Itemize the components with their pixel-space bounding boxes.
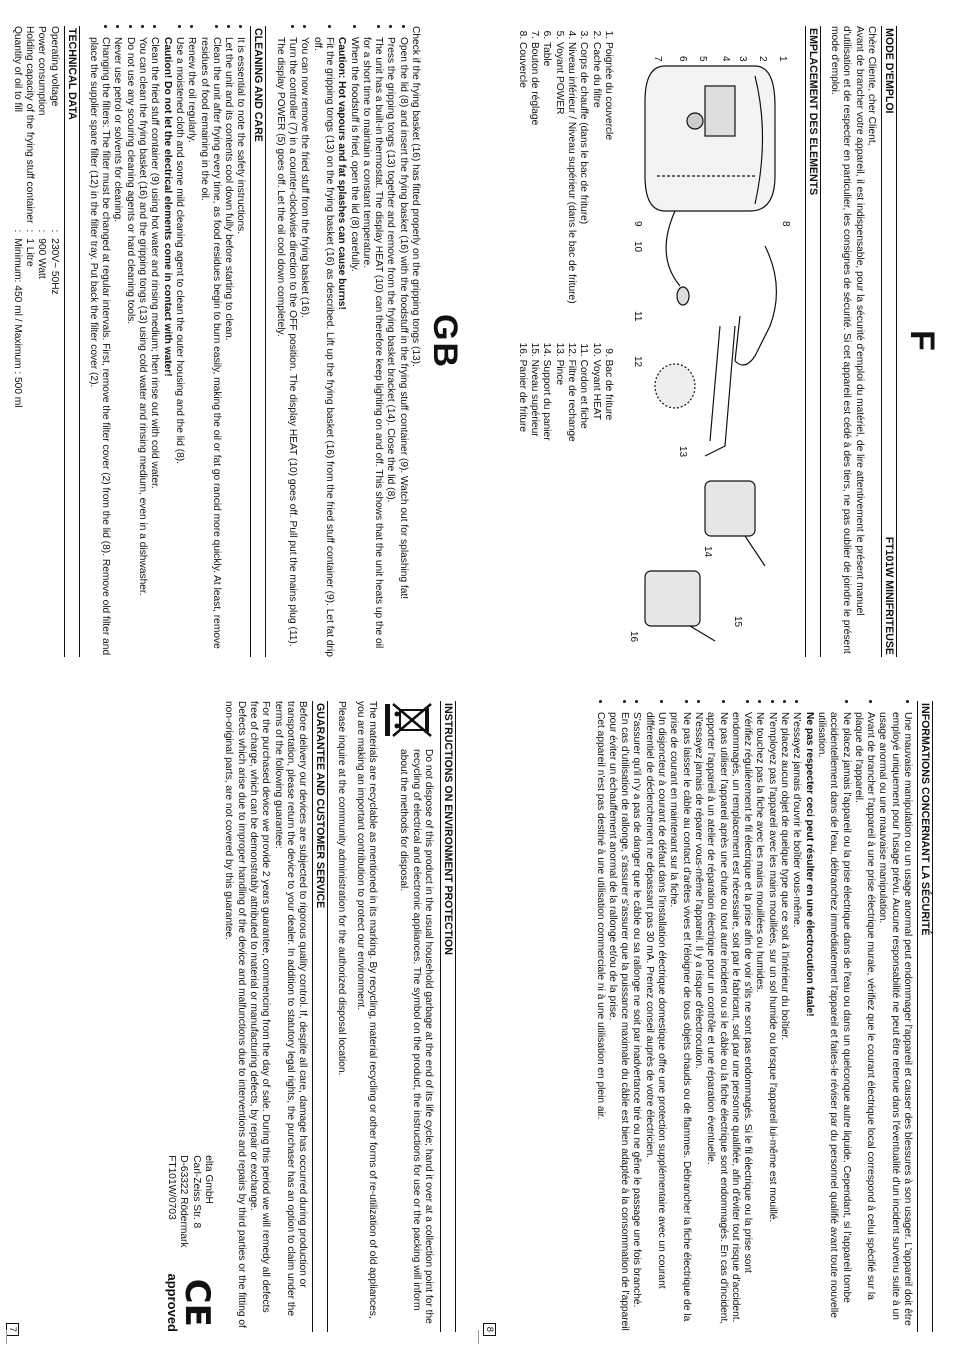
cleaning-list — [87, 26, 247, 657]
section-heading-safety: INFORMATIONS CONCERNANT LA SÉCURITÉ — [917, 701, 933, 1332]
list-item: • Clean the unit after frying every time, as food residues begin to burn easily, making the oil or fat go rancid more quickly. At least, remove residues of food remaining in the oil. — [197, 37, 222, 657]
ce-approved-text: approved — [164, 1273, 180, 1332]
greeting: Chère Cliente, cher Client, — [866, 26, 877, 146]
list-item: 1. Poignée du couvercle — [602, 42, 614, 304]
list-item: 3. Corps de chauffe (dans le bac de friture) — [577, 42, 589, 304]
list-item — [335, 37, 347, 657]
intro-line: Check if the frying basket (16) has fitted properly on the gripping tongs (13). — [410, 26, 421, 367]
guarantee-paragraph: For the purchased device we provide 2 years guarantee, commencing from the day of sale. During this period we will remedy all defects free of charge, which can be demonstrably attributed to material or manufacturing defects, by repair or exchange. — [247, 701, 272, 1313]
language-heading-gb: GB — [426, 314, 464, 369]
diagram-label: 7 — [651, 56, 663, 62]
diagram-label: 1 — [776, 56, 788, 62]
list-item: • Ne placez jamais l'appareil ou la prise électrique dans de l'eau ou dans un quelconque autre liquide. Cependant, si l'appareil tombe accidentellement dans de l'eau, débranchez immédiatement l'appareil et faites-le réviser par du personnel qualifié avant toute nouvelle utilisation. — [815, 712, 852, 1332]
address-line: D-63322 Rödermark — [178, 1155, 190, 1248]
environment-text: Do not dispose of this product in the usual household garbage at the end of its life cycle; hand it over at a collection point for the recycling of electrical and electronic appliances. The symbol on the product, the instructions for use or the packing will inform about the methods for disposal. — [398, 749, 434, 1324]
diagram-label: 12 — [631, 356, 643, 368]
list-item: 8. Couvercle — [515, 42, 527, 304]
section-heading-guarantee: GUARANTEE AND CUSTOMER SERVICE — [312, 701, 328, 1332]
list-item: • You can clean the frying basket (16) and the gripping tongs (13) using cold water and rinsing medium, even in a dishwasher. — [136, 37, 148, 657]
english-column-2 — [0, 675, 477, 1350]
fold-mark — [6, 1330, 7, 1344]
list-item: 14. Support du panier — [540, 360, 552, 442]
table-row: Quantity of oil to fill : Minimum: 450 ml / Maximum : 500 ml — [11, 26, 23, 408]
list-item: 2. Cache du filtre — [589, 42, 601, 304]
list-item: • Let the unit and its contents cool down fully before starting to clean. — [222, 37, 234, 657]
crossed-bin-icon — [384, 701, 434, 739]
address-line: Carl-Zeiss Str. 8 — [190, 1155, 202, 1229]
list-item: 5. Voyant POWER — [552, 42, 564, 304]
section-heading-technical: TECHNICAL DATA — [64, 26, 80, 657]
recycling-text: The materials are recyclable as mentioned in its marking. By recycling, material recycling or other forms of re-utilization of old appliances, you are making an important contribution to protect our environment. — [354, 701, 378, 1319]
fryer-illustration — [645, 66, 775, 408]
list-item: 7. Bouton de réglage — [528, 42, 540, 304]
list-item — [160, 37, 172, 657]
list-item: • Press the gripping tongs (13) together and remove from the frying basket bracket (14). Close the lid (8). — [384, 37, 396, 657]
diagram-label: 14 — [701, 546, 713, 558]
list-item: • Vérifiez régulièrement le fil électrique et la prise afin de voir s'ils ne sont pas endommagés. Si le fil électrique ou la prise sont endommagés, un remplacement est nécessaire, soit par le fabricant, soit par une personne qualifiée, afin d'éviter tout risque d'accident. — [729, 712, 754, 1332]
environment-block — [384, 701, 434, 1332]
list-item: 6. Table — [540, 42, 552, 304]
address — [165, 1155, 214, 1247]
table-row: Operating voltage : 230V~ 50Hz — [48, 26, 60, 295]
list-item: 13. Pince — [552, 360, 564, 442]
disposal-text: Please inquire at the community administration for the authorized disposal location. — [336, 701, 348, 1076]
list-item: • Open the lid (8) and insert the frying basket (16) with the foodstuff in the frying stuff container (9). Watch out for splashing fat! — [396, 37, 408, 657]
list-item: • Renew the oil regularly. — [185, 37, 197, 657]
fryer-diagram — [627, 26, 795, 646]
table-row: Power consumption : 900 Watt — [36, 26, 48, 279]
list-item: • Avant de brancher l'appareil à une prise électrique murale, vérifiez que le courant électrique local correspond à celui spécifié sur la plaque de l'appareil. — [852, 712, 877, 1332]
list-item: • S'assurer qu'il n'y a pas de danger que le câble ou sa rallonge ne soit par inadvertance tiré ou ne gêne le passage une fois branché. — [630, 712, 642, 1332]
caution-text: Caution: Hot vapours and fat splashes can cause burns! — [336, 37, 348, 310]
safety-list — [593, 701, 913, 1332]
diagram-label: 6 — [676, 56, 688, 62]
list-item: • It is essential to note the safety instructions. — [234, 37, 246, 657]
diagram-label: 15 — [731, 616, 743, 628]
list-item: • N'essayez jamais d'ouvrir le boîtier vous-même. — [790, 712, 802, 1332]
diagram-label: 13 — [676, 446, 688, 458]
list-item: • Fit the gripping tongs (13) on the frying basket (16) as described. Lift up the frying basket (16) from the fried stuff container (9). Let fat drip off. — [310, 37, 335, 657]
list-item: 4. Niveau inférieur / Niveau supérieur (dans le bac de friture) — [565, 42, 577, 304]
guarantee-paragraph: Defects which arise due to improper handling of the device and malfunctions due to interventions and repairs by third parties or the fitting of non-original parts, are not covered by this guarantee. — [223, 701, 247, 1328]
french-column-1 — [477, 0, 954, 675]
parts-list-right — [515, 344, 613, 442]
list-item: • Never use petrol or solvents for cleaning. — [111, 37, 123, 657]
list-item: • N'essayez jamais de réparer vous-même l'appareil. Il y a risque d'électrocution. — [692, 712, 704, 1332]
list-item: • When the foodstuff is fried, open the lid (8) carefully. — [347, 37, 359, 657]
diagram-label: 10 — [631, 241, 643, 253]
english-column-1 — [0, 0, 477, 675]
page-number: 7 — [6, 1323, 19, 1336]
parts-list — [515, 26, 613, 657]
list-item — [802, 712, 814, 1332]
section-heading-environment: INSTRUCTIONS ON ENVIRONMENT PROTECTION — [440, 701, 456, 1332]
list-item: 15. Niveau supérieur — [528, 360, 540, 442]
warning-text: Ne pas respecter ceci peut résulter en une électrocution fatale! — [803, 712, 815, 1017]
page-number: 8 — [483, 1323, 496, 1336]
diagram-label: 11 — [631, 311, 643, 322]
list-item: • N'employez pas l'appareil avec les mains mouillées, sur un sol humide ou lorsque l'appareil lui-même est mouillé. — [765, 712, 777, 1332]
diagram-label: 4 — [719, 56, 731, 62]
fold-mark — [478, 1330, 479, 1344]
tongs-illustration — [705, 246, 776, 456]
address-line: FT101W/0703 — [166, 1155, 178, 1220]
list-item: 10. Voyant HEAT — [589, 360, 601, 442]
list-item: • Clean the fried stuff container (9) using hot water and rinsing medium; then rinse out with cold water. — [148, 37, 160, 657]
list-item: • Turn the controller (7) in a counter-clockwise direction to the OFF position. The display HEAT (10) goes off. Pull put the mains plug (11). The display POWER (5) goes off. Let the oil cool down completely. — [273, 37, 298, 657]
list-item: • The unit has a built-in thermostat. The display HEAT (10) can therefore keep lighting on and off. This shows that the unit heats up the oil for a short time to maintain a constant temperature. — [360, 37, 385, 657]
list-item: 16. Panier de friture — [515, 360, 527, 442]
ce-approved-logo — [164, 1273, 217, 1332]
list-item: • Changing the filters: The filter must be changed at regular intervals. First, remove the filter cover (2) from the lid (8). Remove old filter and place the supplier spare filter (12) in the filter tray. Put back the filter cover (2). — [87, 37, 112, 657]
list-item: 9. Bac de friture — [602, 360, 614, 442]
list-item: • Cet appareil n'est pas destiné à une utilisation commerciale ni à une utilisation en plein air. — [593, 712, 605, 1332]
guarantee-paragraph: Before delivery our devices are subjected to rigorous quality control. If, despite all care, damage has occurred during production or transportation, please return the device to your dealer. In addition to statutory legal rights, the purchaser has an option to claim under the terms of the following guarantee: — [272, 701, 309, 1317]
ce-mark: CE — [176, 1278, 217, 1327]
language-heading-f: F — [903, 330, 941, 353]
section-heading-mode: MODE D'EMPLOI FT101W MINIFRITEUSE — [883, 28, 895, 655]
diagram-label: 8 — [779, 221, 791, 227]
diagram-label: 16 — [627, 631, 639, 643]
list-item: • Ne pas laisser le câble au contact d'arêtes vives et l'éloigner de tous objets chauds ou de flammes. Débrancher la fiche électrique de la prise de courant en maintenant sur la fiche. — [667, 712, 692, 1332]
list-item: • Do not use any scouring cleaning agents or hard cleaning tools. — [123, 37, 135, 657]
list-item: • Un disjoncteur à courant de défaut dans l'installation électrique domestique offre une protection supplémentaire avec un courant différentiel de déclenchement ne dépassant pas 30 mA. Prenez conseil auprès de votre électricien. — [642, 712, 667, 1332]
address-line: elta GmbH — [203, 1155, 215, 1204]
basket-illustration — [645, 481, 765, 641]
caution-text: Caution! Do not let the electrical elements come in contact with water! — [161, 37, 173, 377]
section-heading-elements: EMPLACEMENT DES ELEMENTS — [805, 26, 821, 657]
list-item: • En cas d'utilisation de rallonge, s'assurer s'assurer que la puissance maximale du câble est bien adaptée à la consommation de l'appareil pour éviter un échauffement anormal de la rallonge et/ou de la prise. — [606, 712, 631, 1332]
technical-data-table — [10, 26, 59, 414]
list-item: • Ne pas utiliser l'appareil après une chute ou tout autre incident ou si le câble ou la fiche électrique sont endommagés. En cas d'incident, apporter l'appareil à un atelier de réparation électrique pour un contrôle et une réparation éventuelle. — [704, 712, 729, 1332]
diagram-label: 3 — [736, 56, 748, 62]
section-heading-cleaning: CLEANING AND CARE — [250, 26, 266, 657]
diagram-label: 9 — [631, 221, 643, 227]
parts-list-left — [515, 26, 613, 304]
table-row: Holding capacity of the frying stuff container : 1 Litre — [23, 26, 35, 267]
usage-list — [273, 26, 408, 657]
model-title: FT101W MINIFRITEUSE — [883, 536, 895, 655]
list-item: • Ne touchez pas la fiche avec les mains mouillées ou humides. — [753, 712, 765, 1332]
diagram-label: 5 — [696, 56, 708, 62]
list-item: • Ne placez aucun objet de quelque type que ce soit à l'intérieur du boîtier. — [778, 712, 790, 1332]
french-column-2 — [477, 675, 954, 1350]
manufacturer-block — [164, 701, 217, 1332]
intro-paragraph: Avant de brancher votre appareil, il est indispensable, pour la sécurité d'emploi du matériel, de lire attentivement le présent manuel d'utilisation et de respecter en particulier, les consignes de sécurité. Si cet appareil est cédé à des tiers, ne pas oublier de joindre le présent mode d'emploi. — [829, 26, 865, 654]
list-item: • Une mauvaise manipulation ou un usage anormal peut endommager l'appareil et causer des blessures à son usager. L'appareil doit être employé uniquement pour l'usage prévu. Aucune responsabilité ne peut être retenue dans l'éventualité d'un incident survenu suite à un usage anormal ou une mauvaise manipulation. — [876, 712, 913, 1332]
list-item: • Use a moistened cloth and some mild cleaning agent to clean the outer housing and the lid (8). — [173, 37, 185, 657]
french-sheet — [477, 0, 954, 1350]
list-item: • You can now remove the fried stuff from the frying basket (16). — [298, 37, 310, 657]
diagram-label: 2 — [756, 56, 768, 62]
list-item: 11. Cordon et fiche — [577, 360, 589, 442]
list-item: 12. Filtre de rechange — [565, 360, 577, 442]
